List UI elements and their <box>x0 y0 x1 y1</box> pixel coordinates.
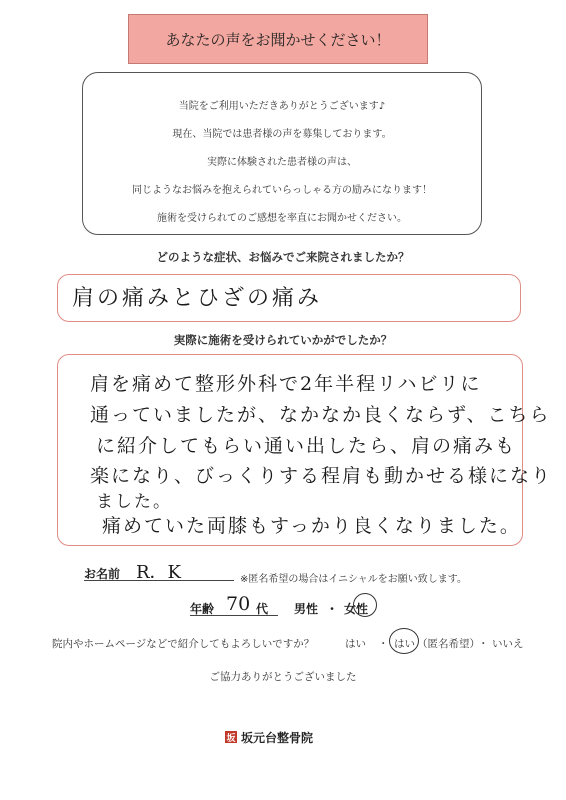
gender-male: 男性 <box>294 602 319 616</box>
consent-question: 院内やホームページなどで紹介してもよろしいですか？ <box>52 638 315 650</box>
age-label: 年齢 <box>190 602 215 616</box>
clinic-logo-icon: 坂 <box>225 731 237 743</box>
answer-line: 通っていましたが、なかなか良くならず、こちら <box>90 404 551 426</box>
answer-experience-box <box>57 354 553 546</box>
thanks-text: ご協力ありがとうございました <box>209 671 357 683</box>
clinic-name: 坂元台整骨院 <box>241 731 314 745</box>
consent-yes: はい <box>345 638 366 650</box>
answer-line: 肩を痛めて整形外科で2年半程リハビリに <box>90 373 482 395</box>
answer-line: 楽になり、びっくりする程肩も動かせる様になり <box>90 465 553 487</box>
name-label: お名前 <box>84 567 121 581</box>
name-note: ※匿名希望の場合はイニシャルをお願い致します。 <box>240 574 467 585</box>
intro-line: 当院をご利用いただきありがとうございます♪ <box>178 101 386 112</box>
intro-box <box>82 72 482 235</box>
consent-no: いいえ <box>492 638 524 650</box>
age-suffix: 代 <box>256 602 269 616</box>
answer-line: ました。 <box>96 492 172 512</box>
survey-title: あなたの声をお聞かせください！ <box>128 14 428 64</box>
intro-line: 実際に体験された患者様の声は、 <box>207 157 357 168</box>
gender-separator: ・ <box>326 602 339 616</box>
question-symptoms: どのような症状、お悩みでご来院されましたか？ <box>156 250 410 264</box>
answer-line: に紹介してもらい通い出したら、肩の痛みも <box>96 435 517 457</box>
answer-line: 痛めていた両膝もすっかり良くなりました。 <box>102 515 521 537</box>
gender-female: 女性 <box>344 602 369 616</box>
consent-anonymous-note: （匿名希望） <box>417 638 480 650</box>
age-underline <box>190 615 278 616</box>
intro-line: 施術を受けられてのご感想を率直にお聞かせください。 <box>157 213 407 224</box>
question-experience: 実際に施術を受けられていかがでしたか？ <box>173 333 393 347</box>
consent-yes-anonymous: はい <box>394 638 415 650</box>
name-value: R．K <box>136 562 181 583</box>
consent-selected-circle <box>389 628 419 654</box>
answer-symptoms-text: 肩の痛みとひざの痛み <box>72 286 323 311</box>
intro-line: 同じようなお悩みを抱えられていらっしゃる方の励みになります！ <box>132 185 432 196</box>
consent-separator: ・ <box>378 638 389 650</box>
answer-symptoms-box <box>57 274 521 322</box>
gender-selected-circle <box>353 593 377 617</box>
intro-line: 現在、当院では患者様の声を募集しております。 <box>172 129 392 140</box>
age-value: 70 <box>226 593 251 615</box>
consent-separator: ・ <box>478 638 489 650</box>
